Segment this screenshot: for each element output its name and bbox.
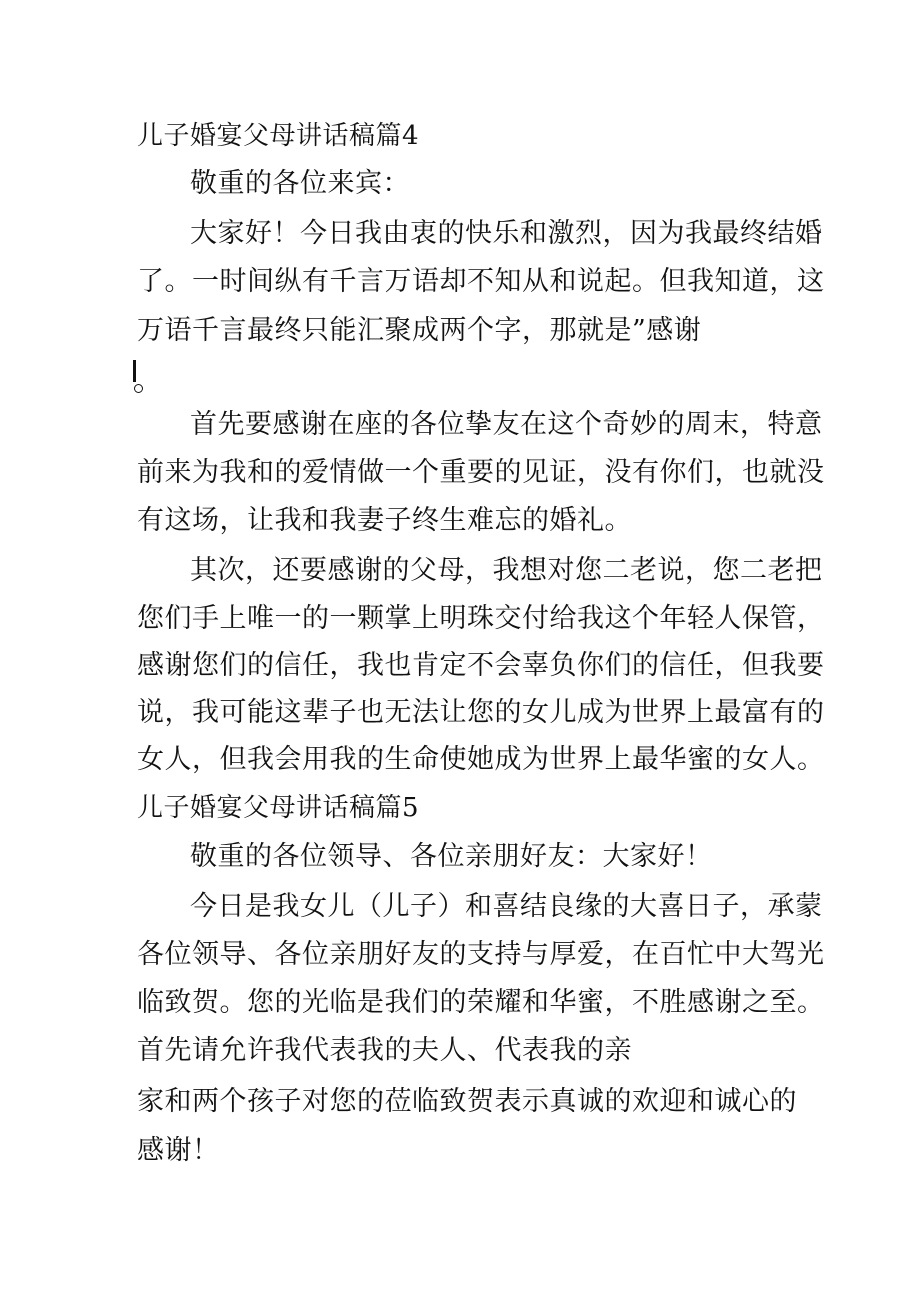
section-heading: 儿子婚宴父母讲话稿篇5 bbox=[137, 793, 420, 823]
paragraph-line: 您们手上唯一的一颗掌上明珠交付给我这个年轻人保管， bbox=[137, 603, 825, 634]
period-mark bbox=[134, 384, 143, 393]
paragraph-line: 大家好！今日我由衷的快乐和激烈，因为我最终结婚 bbox=[190, 218, 823, 249]
paragraph-line: 家和两个孩子对您的莅临致贺表示真诚的欢迎和诚心的 bbox=[137, 1086, 797, 1117]
paragraph-line: 临致贺。您的光临是我们的荣耀和华蜜，不胜感谢之至。 bbox=[137, 987, 825, 1018]
salutation: 敬重的各位领导、各位亲朋好友：大家好！ bbox=[190, 841, 713, 872]
paragraph-line: 了。一时间纵有千言万语却不知从和说起。但我知道，这 bbox=[137, 266, 825, 297]
paragraph-line: 首先要感谢在座的各位挚友在这个奇妙的周末，特意 bbox=[190, 409, 823, 440]
paragraph-line: 其次，还要感谢的父母，我想对您二老说，您二老把 bbox=[190, 555, 823, 586]
paragraph-line: 前来为我和的爱情做一个重要的见证，没有你们，也就没 bbox=[137, 457, 825, 488]
section-heading: 儿子婚宴父母讲话稿篇4 bbox=[137, 121, 420, 151]
paragraph-line: 有这场，让我和我妻子终生难忘的婚礼。 bbox=[137, 505, 632, 536]
paragraph-line: 感谢！ bbox=[137, 1135, 220, 1166]
paragraph-line: 万语千言最终只能汇聚成两个字，那就是”感谢 bbox=[137, 315, 702, 346]
paragraph-line: 首先请允许我代表我的夫人、代表我的亲 bbox=[137, 1035, 632, 1066]
paragraph-line: 女人，但我会用我的生命使她成为世界上最华蜜的女人。 bbox=[137, 744, 825, 775]
text-cursor-mark bbox=[133, 360, 136, 382]
paragraph-line: 感谢您们的信任，我也肯定不会辜负你们的信任，但我要 bbox=[137, 650, 825, 681]
paragraph-line: 说，我可能这辈子也无法让您的女儿成为世界上最富有的 bbox=[137, 697, 825, 728]
paragraph-line: 各位领导、各位亲朋好友的支持与厚爱，在百忙中大驾光 bbox=[137, 939, 825, 970]
paragraph-line: 今日是我女儿（儿子）和喜结良缘的大喜日子，承蒙 bbox=[190, 891, 823, 922]
salutation: 敬重的各位来宾： bbox=[190, 168, 410, 199]
